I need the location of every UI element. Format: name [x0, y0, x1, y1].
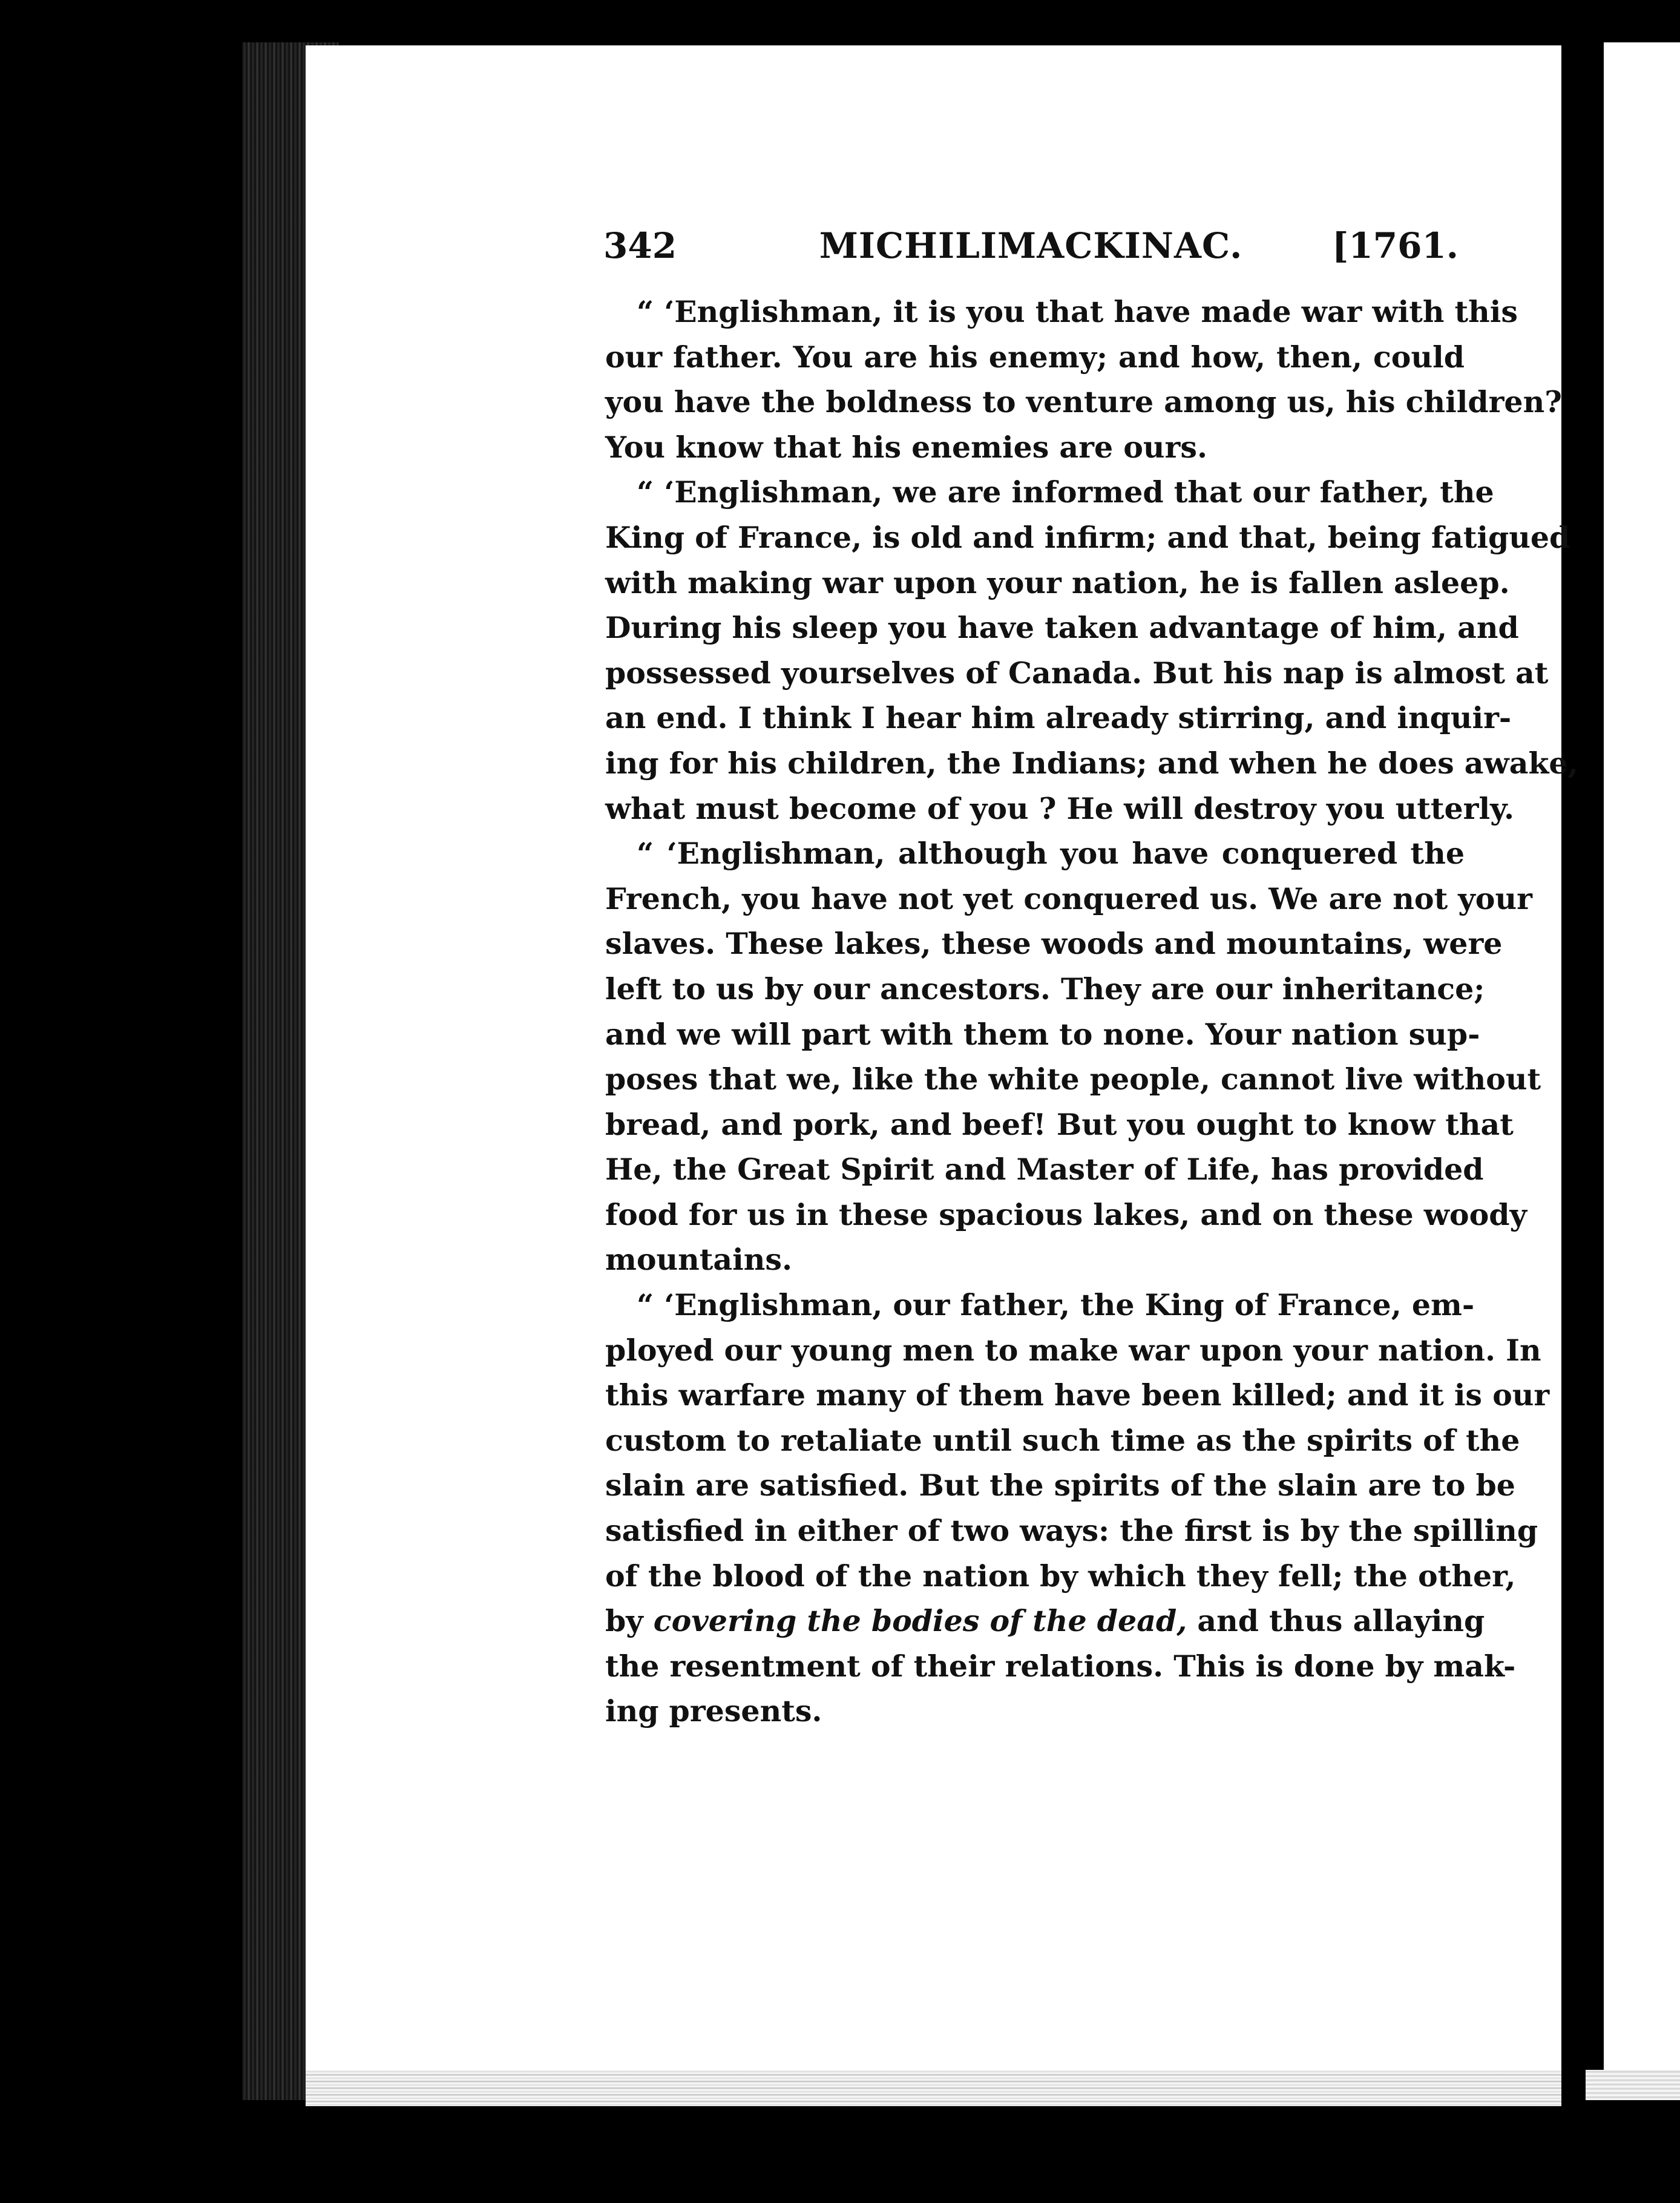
text-line: King of France, is old and infirm; and that, being fatigued — [605, 519, 1570, 555]
text-line: You know that his enemies are ours. — [605, 429, 1208, 465]
text-line: food for us in these spacious lakes, and on these woody — [605, 1197, 1527, 1232]
text-line: an end. I think I hear him already stirring, and inquir- — [605, 700, 1512, 736]
text-line: and we will part with them to none. Your nation sup- — [605, 1016, 1480, 1052]
text-line: “ ‘Englishman, it is you that have made war with this — [637, 294, 1518, 329]
running-year: [1761. — [1331, 225, 1459, 266]
facing-page-bottom-edge — [1586, 2070, 1680, 2100]
text-line: left to us by our ancestors. They are our inheritance; — [605, 971, 1485, 1006]
text-line: possessed yourselves of Canada. But his nap is almost at — [605, 655, 1549, 691]
text-line: slain are satisfied. But the spirits of the slain are to be — [605, 1468, 1515, 1503]
italic-phrase: covering the bodies of the dead, — [653, 1603, 1187, 1639]
text-line: He, the Great Spirit and Master of Life, has provided — [605, 1152, 1484, 1187]
text-line: of the blood of the nation by which they fell; the other, — [605, 1558, 1516, 1594]
text-line-italic — [605, 1598, 1485, 1644]
page-bottom-edge — [306, 2070, 1561, 2106]
text-line: mountains. — [605, 1242, 793, 1278]
text-line: During his sleep you have taken advantage of him, and — [605, 610, 1519, 646]
body-text — [605, 289, 1578, 1734]
text-fragment: by — [605, 1603, 654, 1639]
running-head — [603, 225, 1459, 280]
text-line: bread, and pork, and beef! But you ought to know that — [605, 1106, 1514, 1142]
text-line: ing presents. — [605, 1693, 822, 1729]
text-line: “ ‘Englishman, our father, the King of France, em- — [637, 1287, 1475, 1323]
text-line: ing for his children, the Indians; and when he does awake, — [605, 745, 1578, 781]
text-fragment: and thus allaying — [1187, 1603, 1485, 1639]
text-line: “ ‘Englishman, although you have conquered the — [637, 836, 1465, 872]
text-line: the resentment of their relations. This is done by mak- — [605, 1648, 1516, 1684]
text-line: our father. You are his enemy; and how, then, could — [605, 339, 1465, 375]
running-title: MICHILIMACKINAC. — [819, 225, 1243, 266]
text-line: this warfare many of them have been killed; and it is our — [605, 1377, 1550, 1413]
text-line: with making war upon your nation, he is fallen asleep. — [605, 565, 1510, 600]
page-number: 342 — [603, 225, 677, 266]
text-line: ployed our young men to make war upon your nation. In — [605, 1332, 1541, 1368]
text-line: “ ‘Englishman, we are informed that our father, the — [637, 474, 1494, 510]
text-line: French, you have not yet conquered us. We are not your — [605, 881, 1532, 916]
facing-page-edge — [1604, 42, 1680, 2088]
text-line: custom to retaliate until such time as the spirits of the — [605, 1422, 1520, 1458]
text-line: you have the boldness to venture among us, his children? — [605, 384, 1562, 420]
text-line: poses that we, like the white people, cannot live without — [605, 1062, 1541, 1097]
text-line: slaves. These lakes, these woods and mountains, were — [605, 926, 1503, 962]
text-line: satisfied in either of two ways: the first is by the spilling — [605, 1513, 1538, 1549]
text-line: what must become of you ? He will destroy you utterly. — [605, 790, 1515, 826]
